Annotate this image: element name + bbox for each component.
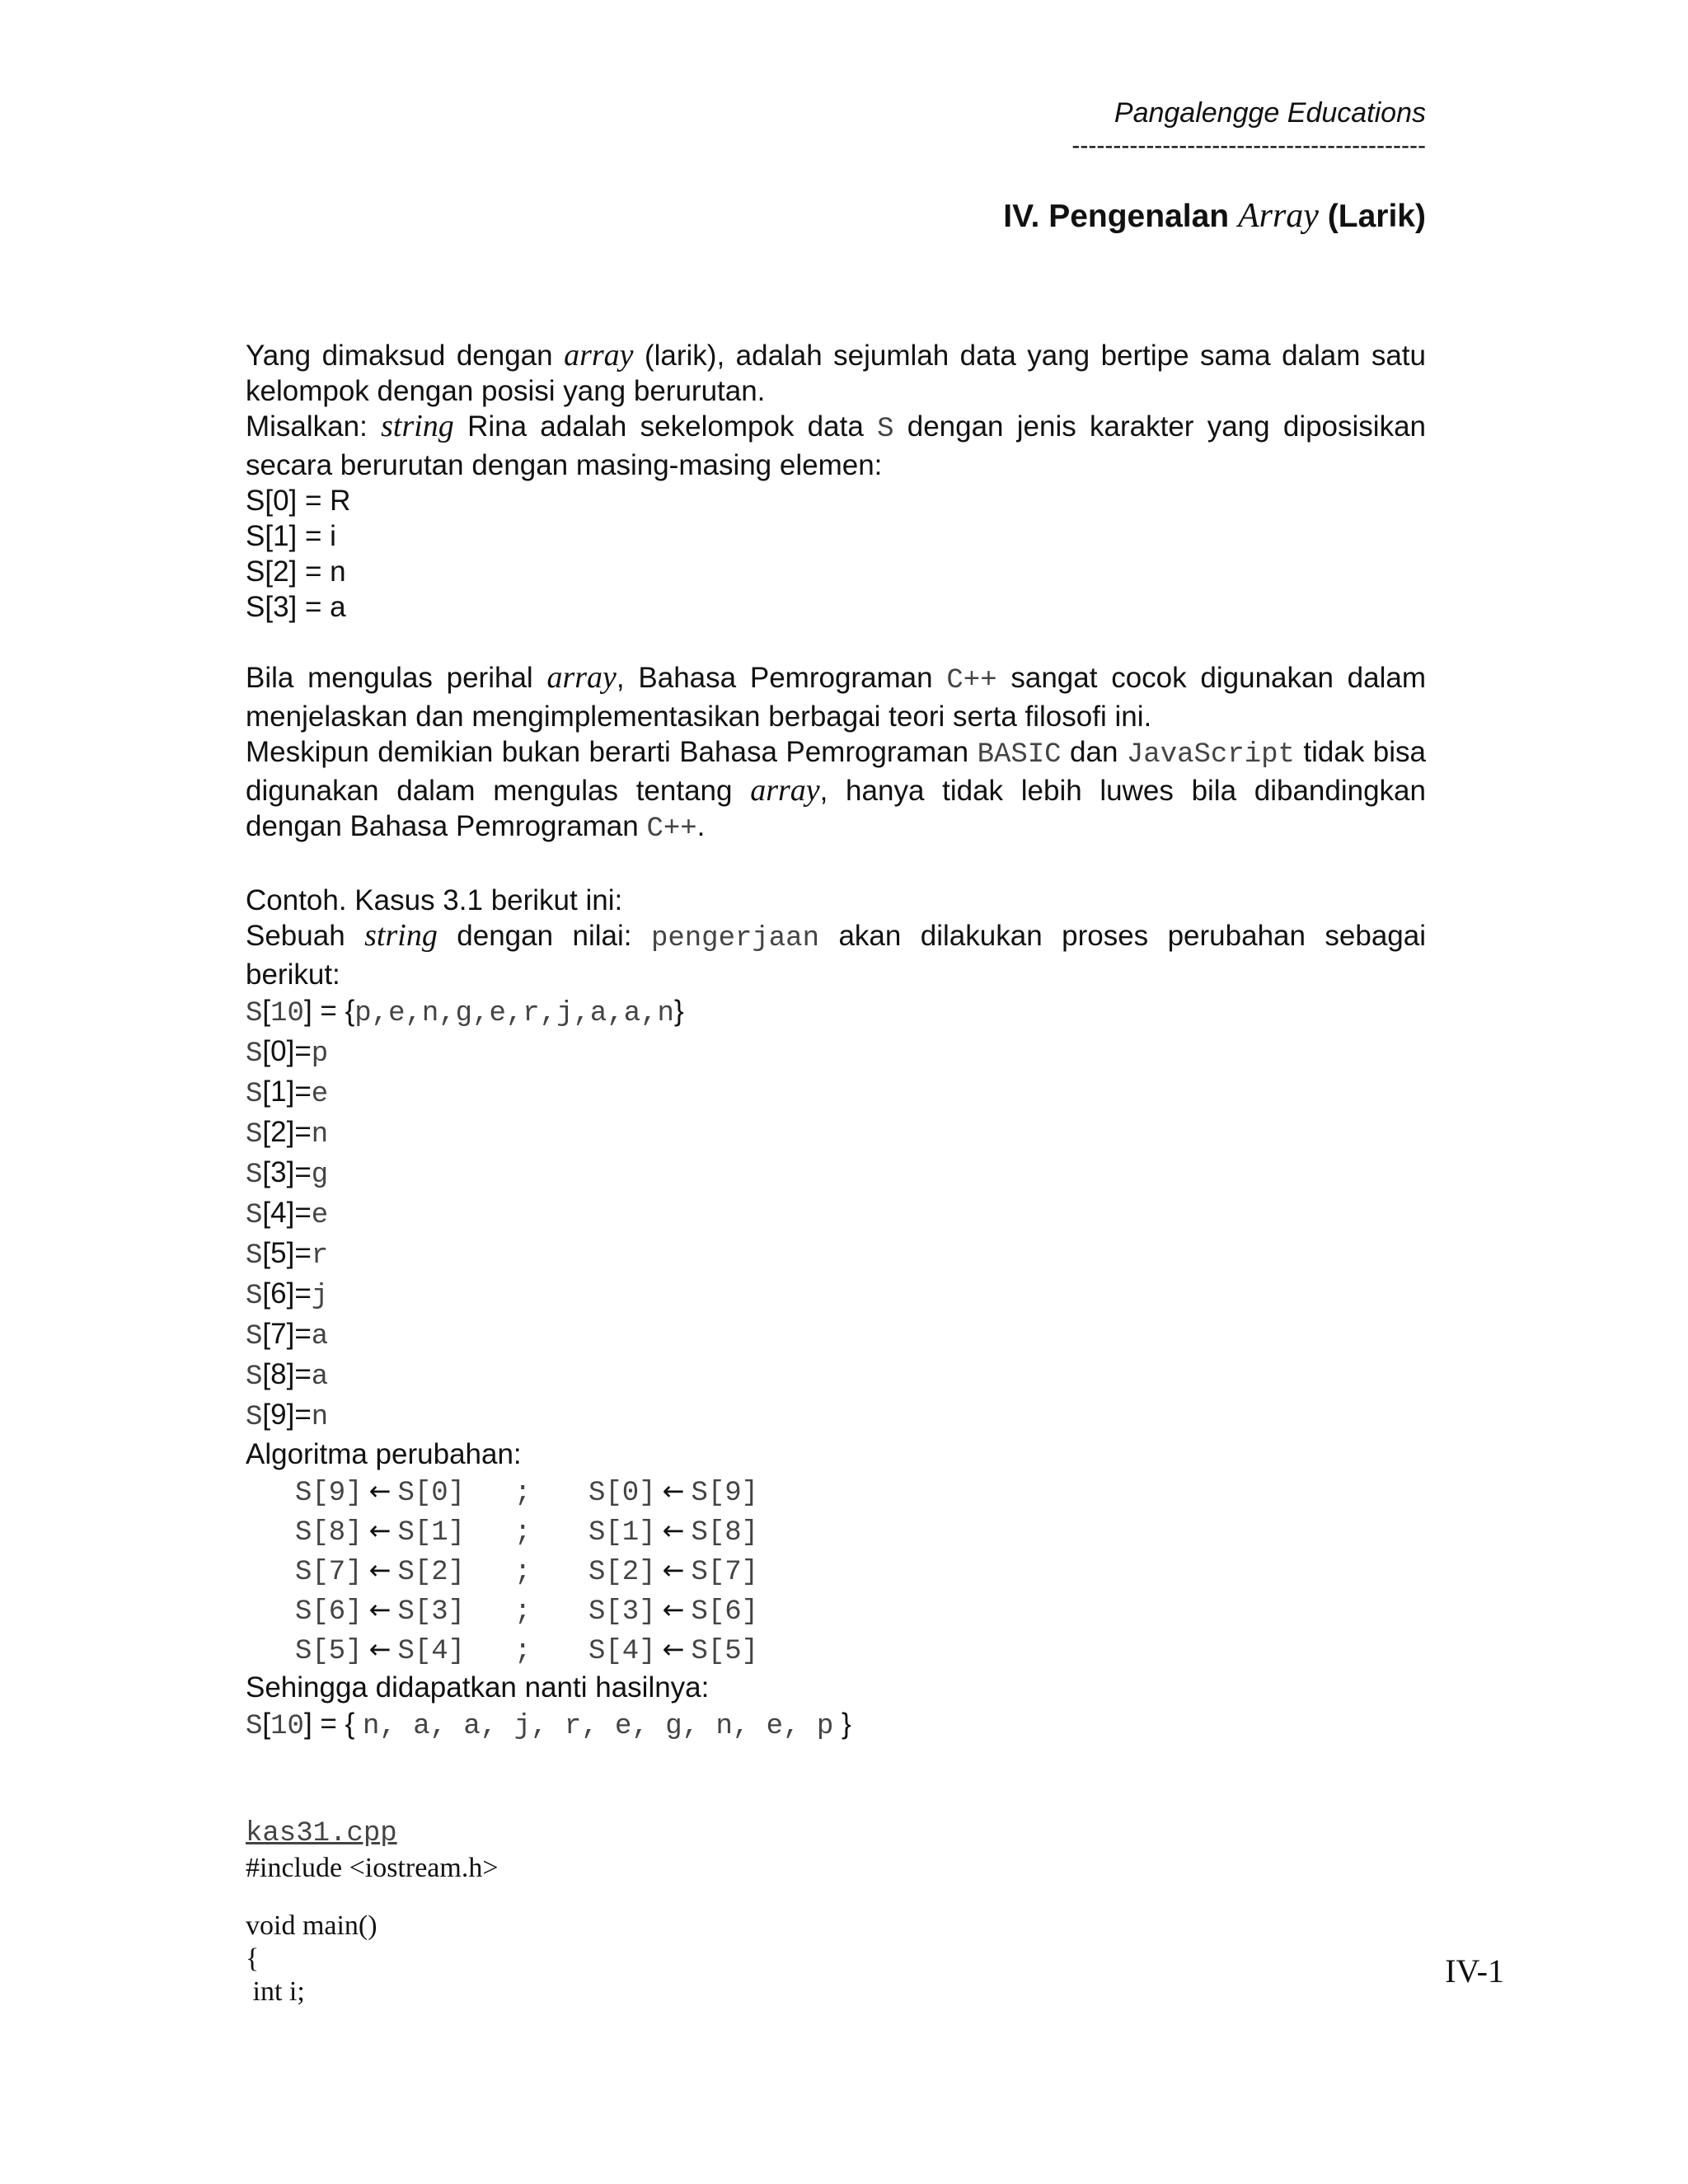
- element-line: S[2] = n: [246, 555, 346, 588]
- algorithm-row: S[8] ← S[1] ; S[1] ← S[8]: [295, 1515, 759, 1549]
- code-pengerjaan: pengerjaan: [650, 923, 819, 954]
- text: dengan nilai:: [457, 920, 632, 952]
- page-body: [246, 338, 1426, 2008]
- code-index: 10: [270, 998, 304, 1029]
- intro-paragraph: [246, 338, 1426, 409]
- text: , Bahasa Pemrograman: [616, 662, 933, 694]
- code-s: S: [877, 414, 894, 445]
- left-arrow-icon: ←: [368, 1475, 392, 1507]
- text: .: [696, 810, 706, 842]
- left-arrow-icon: ←: [662, 1515, 685, 1546]
- array-item: S[9]=n: [246, 1399, 329, 1433]
- text: (larik), adalah sejumlah data yang bertipe sama dalam satu kelompok dengan posisi yang berurutan.: [246, 340, 1426, 407]
- left-arrow-icon: ←: [368, 1594, 392, 1625]
- term-array: array: [564, 338, 634, 373]
- text: Sebuah: [246, 920, 345, 952]
- left-arrow-icon: ←: [368, 1554, 392, 1586]
- language-paragraph-2: [246, 734, 1426, 847]
- term-string: string: [364, 918, 438, 953]
- source-filename: kas31.cpp: [246, 1818, 397, 1849]
- source-listing: [246, 1852, 1426, 2008]
- result-heading: Sehingga didapatkan nanti hasilnya:: [246, 1671, 710, 1704]
- source-line: {: [246, 1943, 260, 1974]
- algorithm-row: S[5] ← S[4] ; S[4] ← S[5]: [295, 1633, 759, 1667]
- text: Meskipun demikian bukan berarti Bahasa Pemrograman: [246, 736, 969, 768]
- text: Misalkan:: [246, 410, 368, 443]
- code-cpp: C++: [946, 665, 997, 696]
- element-line: S[1] = i: [246, 520, 336, 552]
- result-line: S[10] = { n, a, a, j, r, e, g, n, e, p }: [246, 1708, 851, 1742]
- example-heading: Contoh. Kasus 3.1 berikut ini:: [246, 884, 623, 916]
- code-values: p,e,n,g,e,r,j,a,a,n: [354, 998, 674, 1029]
- code-javascript: JavaScript: [1126, 739, 1295, 771]
- element-list: [246, 483, 1426, 625]
- text: akan dilakukan proses perubahan sebagai berikut:: [246, 920, 1427, 991]
- algorithm-heading: Algoritma perubahan:: [246, 1438, 522, 1470]
- example-description: [246, 918, 1426, 992]
- left-arrow-icon: ←: [662, 1475, 685, 1507]
- language-paragraph: [246, 660, 1426, 734]
- source-line: void main(): [246, 1910, 377, 1941]
- example-string-paragraph: [246, 409, 1426, 483]
- array-item: S[8]=a: [246, 1358, 329, 1393]
- array-item: S[3]=g: [246, 1156, 329, 1191]
- text: dan: [1070, 736, 1118, 768]
- result-values: n, a, a, j, r, e, g, n, e, p: [362, 1711, 834, 1742]
- left-arrow-icon: ←: [662, 1554, 685, 1586]
- code-cpp: C++: [646, 813, 697, 845]
- text: Yang dimaksud dengan: [246, 340, 553, 372]
- chapter-title: [1003, 196, 1426, 236]
- left-arrow-icon: ←: [368, 1633, 392, 1665]
- chapter-title-suffix: (Larik): [1327, 199, 1426, 234]
- algorithm-row: S[7] ← S[2] ; S[2] ← S[7]: [295, 1554, 759, 1588]
- chapter-title-prefix: IV. Pengenalan: [1003, 199, 1230, 234]
- left-arrow-icon: ←: [662, 1633, 685, 1665]
- term-array: array: [750, 773, 820, 808]
- text: sangat cocok digunakan dalam menjelaskan dan mengimplementasikan berbagai teori serta filosofi ini.: [246, 662, 1427, 733]
- array-item: S[4]=e: [246, 1197, 329, 1231]
- source-line: [246, 1885, 1426, 1910]
- left-arrow-icon: ←: [662, 1594, 685, 1625]
- text: dengan jenis karakter yang diposisikan secara berurutan dengan masing-masing elemen:: [246, 410, 1427, 481]
- array-item: S[7]=a: [246, 1318, 329, 1352]
- page-number: IV-1: [1445, 1952, 1504, 1990]
- element-line: S[3] = a: [246, 591, 346, 623]
- code-s: S: [246, 998, 263, 1029]
- element-line: S[0] = R: [246, 485, 351, 517]
- array-item: S[2]=n: [246, 1116, 329, 1151]
- array-item: S[5]=r: [246, 1237, 329, 1272]
- text: tidak bisa digunakan dalam mengulas tentang: [246, 736, 1426, 807]
- chapter-title-italic: Array: [1237, 197, 1319, 235]
- text: Rina adalah sekelompok data: [467, 410, 864, 443]
- array-item: S[6]=j: [246, 1277, 329, 1312]
- algorithm-table: [295, 1472, 1426, 1670]
- text: Bila mengulas perihal: [246, 662, 533, 694]
- term-string: string: [381, 409, 454, 443]
- source-line: #include <iostream.h>: [246, 1853, 499, 1883]
- header-brand: Pangalengge Educations: [1114, 97, 1426, 129]
- header-rule: -------------------------------------------: [1071, 132, 1426, 159]
- array-item: S[1]=e: [246, 1076, 329, 1110]
- left-arrow-icon: ←: [368, 1515, 392, 1546]
- array-items: [246, 1033, 1426, 1436]
- term-array: array: [546, 660, 617, 695]
- algorithm-row: S[6] ← S[3] ; S[3] ← S[6]: [295, 1594, 759, 1628]
- array-declaration: S[10] = {p,e,n,g,e,r,j,a,a,n}: [246, 995, 684, 1029]
- source-line: int i;: [246, 1976, 305, 2007]
- array-item: S[0]=p: [246, 1035, 329, 1070]
- text: , hanya tidak lebih luwes bila dibandingkan dengan Bahasa Pemrograman: [246, 775, 1426, 842]
- code-basic: BASIC: [977, 739, 1062, 771]
- algorithm-row: S[9] ← S[0] ; S[0] ← S[9]: [295, 1475, 759, 1509]
